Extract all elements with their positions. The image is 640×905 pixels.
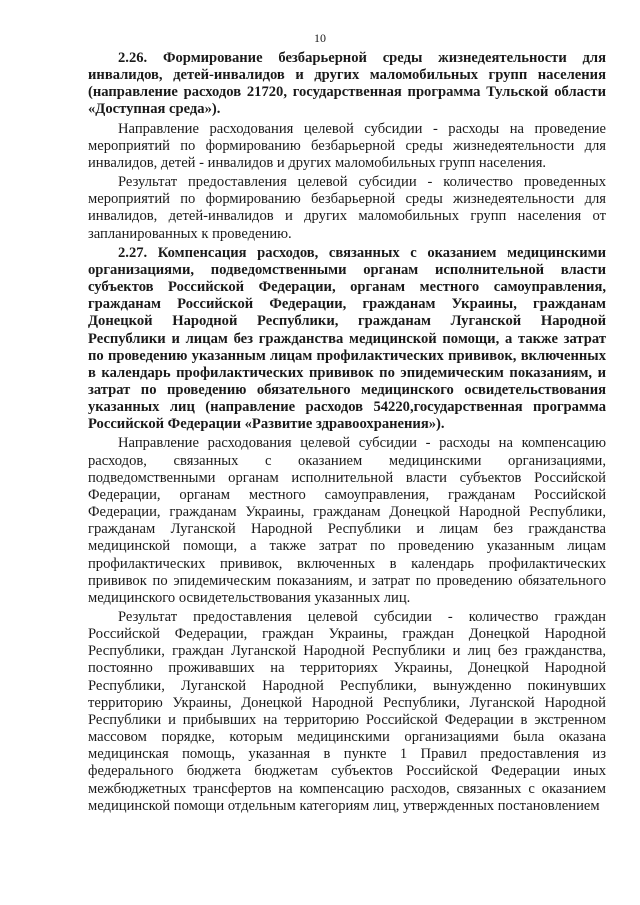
subsidy-result-paragraph: Результат предоставления целевой субсидии - количество граждан Российской Федерации, граждан Украины, граждан Донецкой Народной Республики, граждан Луганской Народной Республики и лиц без гражданства, постоянно проживавших на территориях Украины, Донецкой Народной Республики, Луганской Народной Республики, вынужденно покинувших территорию Украины, Донецкой Народной Республики, Луганской Народной Республики и прибывших на территорию Российской Федерации в экстренном массовом порядке, которым медицинскими организациями была оказана медицинская помощь, указанная в пункте 1 Правил предоставления из федерального бюджета бюджетам субъектов Российской Федерации иных межбюджетных трансфертов на компенсацию расходов, связанных с оказанием медицинской помощи отдельным категориям лиц, утвержденных постановлением	[88, 609, 606, 814]
subsidy-direction-paragraph: Направление расходования целевой субсидии - расходы на проведение мероприятий по формированию безбарьерной среды жизнедеятельности для инвалидов, детей - инвалидов и других маломобильных групп населения.	[88, 120, 606, 171]
subsidy-direction-paragraph: Направление расходования целевой субсидии - расходы на компенсацию расходов, связанных с оказанием медицинскими организациями, подведомственными органам исполнительной власти субъектов Российской Федерации, органам местного самоуправления, гражданам Российской Федерации, гражданам Украины, гражданам Донецкой Народной Республики, гражданам Луганской Народной Республики и лицам без гражданства медицинской помощи, а также затрат по проведению указанным лицам профилактических прививок, включенных в календарь профилактических прививок по эпидемическим показаниям, и затрат по проведению обязательного медицинского освидетельствования указанных лиц.	[88, 435, 606, 606]
subsidy-result-paragraph: Результат предоставления целевой субсидии - количество проведенных мероприятий по формированию безбарьерной среды жизнедеятельности для инвалидов, детей-инвалидов и других маломобильных групп населения от запланированных к проведению.	[88, 174, 606, 242]
page-number: 10	[314, 31, 326, 45]
document-body	[88, 50, 606, 815]
section-heading: 2.26. Формирование безбарьерной среды жизнедеятельности для инвалидов, детей-инвалидов и других маломобильных групп населения (направление расходов 21720, государственная программа Тульской области «Доступная среда»).	[88, 50, 606, 118]
section-2-27	[88, 245, 606, 815]
section-heading: 2.27. Компенсация расходов, связанных с оказанием медицинскими организациями, подведомственными органам исполнительной власти субъектов Российской Федерации, органам местного самоуправления, гражданам Российской Федерации, гражданам Украины, гражданам Донецкой Народной Республики, гражданам Луганской Народной Республики и лицам без гражданства медицинской помощи, а также затрат по проведению указанным лицам профилактических прививок, включенных в календарь профилактических прививок по эпидемическим показаниям, и затрат по проведению обязательного медицинского освидетельствования указанных лиц (направление расходов 54220,государственная программа Российской Федерации «Развитие здравоохранения»).	[88, 244, 606, 433]
section-2-26	[88, 50, 606, 243]
